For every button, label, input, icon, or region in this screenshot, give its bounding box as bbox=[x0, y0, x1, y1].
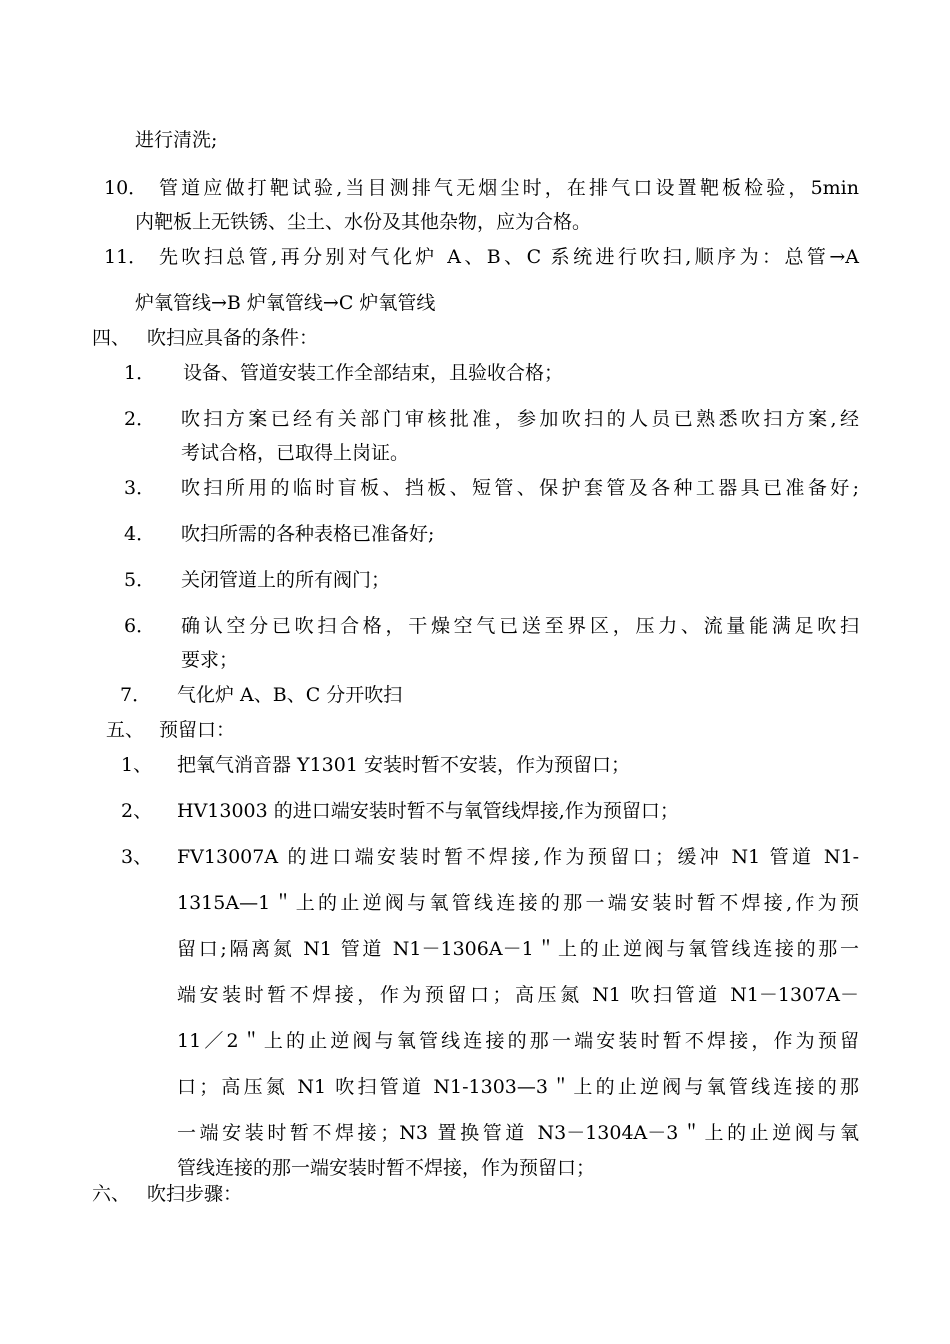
reserved-3-number: 3、 bbox=[121, 846, 153, 868]
item-number-10: 10． bbox=[104, 177, 148, 199]
section-6-heading: 吹扫步骤： bbox=[147, 1183, 243, 1205]
item-11-line-1: 先吹扫总管,再分别对气化炉 A、B、C 系统进行吹扫,顺序为：总管→A bbox=[159, 246, 859, 268]
section-4-heading: 吹扫应具备的条件： bbox=[147, 327, 319, 349]
section-5-number: 五、 bbox=[106, 719, 145, 741]
condition-6-number: 6． bbox=[124, 615, 156, 637]
section-5-heading: 预留口： bbox=[159, 719, 236, 741]
condition-3: 吹扫所用的临时盲板、挡板、短管、保护套管及各种工器具已准备好; bbox=[181, 477, 859, 499]
reserved-3-line-2: 1315A—1＂上的止逆阀与氧管线连接的那一端安装时暂不焊接,作为预 bbox=[177, 892, 859, 914]
item-10-line-2: 内靶板上无铁锈、尘土、水份及其他杂物，应为合格。 bbox=[135, 211, 592, 233]
condition-5-number: 5． bbox=[124, 569, 156, 591]
item-11-line-2: 炉氧管线→B 炉氧管线→C 炉氧管线 bbox=[135, 292, 436, 314]
condition-6-line-2: 要求； bbox=[181, 649, 239, 671]
condition-7-number: 7． bbox=[120, 684, 152, 706]
reserved-3-line-6: 口；高压氮 N1 吹扫管道 N1-1303—3＂上的止逆阀与氧管线连接的那 bbox=[177, 1076, 859, 1098]
condition-1-number: 1． bbox=[124, 362, 156, 384]
item-10-line-1: 管道应做打靶试验,当目测排气无烟尘时，在排气口设置靶板检验，5min bbox=[159, 177, 859, 199]
condition-5: 关闭管道上的所有阀门； bbox=[181, 569, 391, 591]
condition-7: 气化炉 A、B、C 分开吹扫 bbox=[177, 684, 403, 706]
reserved-3-line-1: FV13007A 的进口端安装时暂不焊接,作为预留口；缓冲 N1 管道 N1- bbox=[177, 846, 859, 868]
item-number-11: 11． bbox=[104, 246, 148, 268]
reserved-3-line-7: 一端安装时暂不焊接；N3 置换管道 N3－1304A－3＂上的止逆阀与氧 bbox=[177, 1122, 859, 1144]
condition-4-number: 4． bbox=[124, 523, 156, 545]
section-6-number: 六、 bbox=[92, 1183, 131, 1205]
reserved-1: 把氧气消音器 Y1301 安装时暂不安装，作为预留口； bbox=[177, 754, 630, 776]
condition-4: 吹扫所需的各种表格已准备好; bbox=[181, 523, 435, 545]
line-cleaning: 进行清洗; bbox=[135, 129, 218, 151]
reserved-1-number: 1、 bbox=[121, 754, 153, 776]
condition-3-number: 3． bbox=[124, 477, 156, 499]
reserved-3-line-3: 留口;隔离氮 N1 管道 N1－1306A－1＂上的止逆阀与氧管线连接的那一 bbox=[177, 938, 859, 960]
section-4-number: 四、 bbox=[92, 327, 131, 349]
condition-1: 设备、管道安装工作全部结束，且验收合格； bbox=[183, 362, 564, 384]
reserved-3-line-5: 11／2＂上的止逆阀与氧管线连接的那一端安装时暂不焊接，作为预留 bbox=[177, 1030, 859, 1052]
condition-2-line-2: 考试合格，已取得上岗证。 bbox=[181, 442, 410, 464]
condition-2-number: 2． bbox=[124, 408, 156, 430]
reserved-3-line-8: 管线连接的那一端安装时暂不焊接，作为预留口； bbox=[177, 1157, 596, 1179]
reserved-2-number: 2、 bbox=[121, 800, 153, 822]
condition-6-line-1: 确认空分已吹扫合格，干燥空气已送至界区，压力、流量能满足吹扫 bbox=[181, 615, 859, 637]
reserved-2: HV13003 的进口端安装时暂不与氧管线焊接,作为预留口； bbox=[177, 800, 679, 822]
condition-2-line-1: 吹扫方案已经有关部门审核批准，参加吹扫的人员已熟悉吹扫方案,经 bbox=[181, 408, 859, 430]
reserved-3-line-4: 端安装时暂不焊接，作为预留口；高压氮 N1 吹扫管道 N1－1307A－ bbox=[177, 984, 859, 1006]
